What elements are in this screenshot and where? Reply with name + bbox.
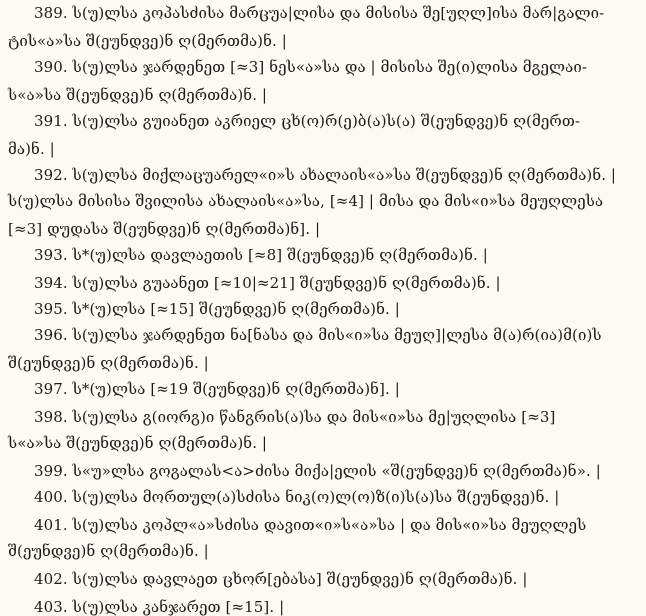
entry-line: 401. ს(უ)ლსა კოპლ«ა»სძისა დავით«ი»ს«ა»სა | და მის«ი»სა მეუღლეს [34, 516, 587, 534]
entry-line: 389. ს(უ)ლსა კოპასძისა მარცუა|ლისა და მისისა შე[უღლ]ისა მარ|გალი- [34, 4, 605, 22]
entry-continuation-line: მა)ნ. | [8, 140, 55, 158]
entry-continuation-line: შ(ეუნდვე)ნ ღ(მერთმა)ნ. | [8, 354, 209, 372]
entry-line: 399. ს«უ»ლსა გოგალას<ა>ძისა მიქა|ელის «შ(ეუნდვე)ნ ღ(მერთმა)ნ». | [34, 462, 601, 480]
entry-continuation-line: ტის«ა»სა შ(ეუნდვე)ნ ღ(მერთმა)ნ. | [8, 32, 287, 50]
entry-line: 403. ს(უ)ლსა კანჯარეთ [≈15]. | [34, 598, 285, 616]
entry-line: 396. ს(უ)ლსა ჯარდენეთ ნა[ნასა და მის«ი»სა მეუღ]|ლესა მ(ა)რ(ია)მ(ი)ს [34, 326, 602, 344]
entry-continuation-line: ს«ა»სა შ(ეუნდვე)ნ ღ(მერთმა)ნ. | [8, 86, 268, 104]
entry-line: 390. ს(უ)ლსა ჯარდენეთ [≈3] ნეს«ა»სა და | მისისა შე(ი)ლისა მგელაი- [34, 58, 588, 76]
entry-continuation-line: [≈3] დუდასა შ(ეუნდვე)ნ ღ(მერთმა)ნ]. | [8, 220, 321, 238]
entry-line: 391. ს(უ)ლსა გუიანეთ აკრიელ ცხ(ო)რ(ე)ბ(ა)ს(ა) შ(ეუნდვე)ნ ღ(მერთ- [34, 112, 581, 130]
entry-line: 395. ს*(უ)ლსა [≈15] შ(ეუნდვე)ნ ღ(მერთმა)ნ. | [34, 300, 400, 318]
entry-line: 402. ს(უ)ლსა დავლაეთ ცხორ[ებასა] შ(ეუნდვე)ნ ღ(მერთმა)ნ. | [34, 570, 528, 588]
entry-continuation-line: ს(უ)ლსა მისისა შვილისა ახალაის«ა»სა, [≈4] | მისა და მის«ი»სა მეუღლესა [8, 192, 604, 210]
entry-line: 397. ს*(უ)ლსა [≈19 შ(ეუნდვე)ნ ღ(მერთმა)ნ]. | [34, 380, 400, 398]
entry-line: 400. ს(უ)ლსა მორთულ(ა)სძისა ნიკ(ო)ლ(ო)ზ(ი)ს(ა)სა შ(ეუნდვე)ნ. | [34, 488, 560, 506]
entry-continuation-line: ს«ა»სა შ(ეუნდვე)ნ ღ(მერთმა)ნ. | [8, 434, 268, 452]
entry-continuation-line: შ(ეუნდვე)ნ ღ(მერთმა)ნ. | [8, 542, 209, 560]
entry-line: 392. ს(უ)ლსა მიქლაცუარელ«ი»ს ახალაის«ა»სა შ(ეუნდვე)ნ ღ(მერთმა)ნ. | [34, 166, 617, 184]
entry-line: 398. ს(უ)ლსა გ(იორგ)ი წანგრის(ა)სა და მის«ი»სა მე|უღლისა [≈3] [34, 408, 556, 426]
entry-line: 394. ს(უ)ლსა გუაანეთ [≈10|≈21] შ(ეუნდვე)ნ ღ(მერთმა)ნ. | [34, 274, 501, 292]
entry-line: 393. ს*(უ)ლსა დავლაეთის [≈8] შ(ეუნდვე)ნ ღ(მერთმა)ნ. | [34, 246, 488, 264]
